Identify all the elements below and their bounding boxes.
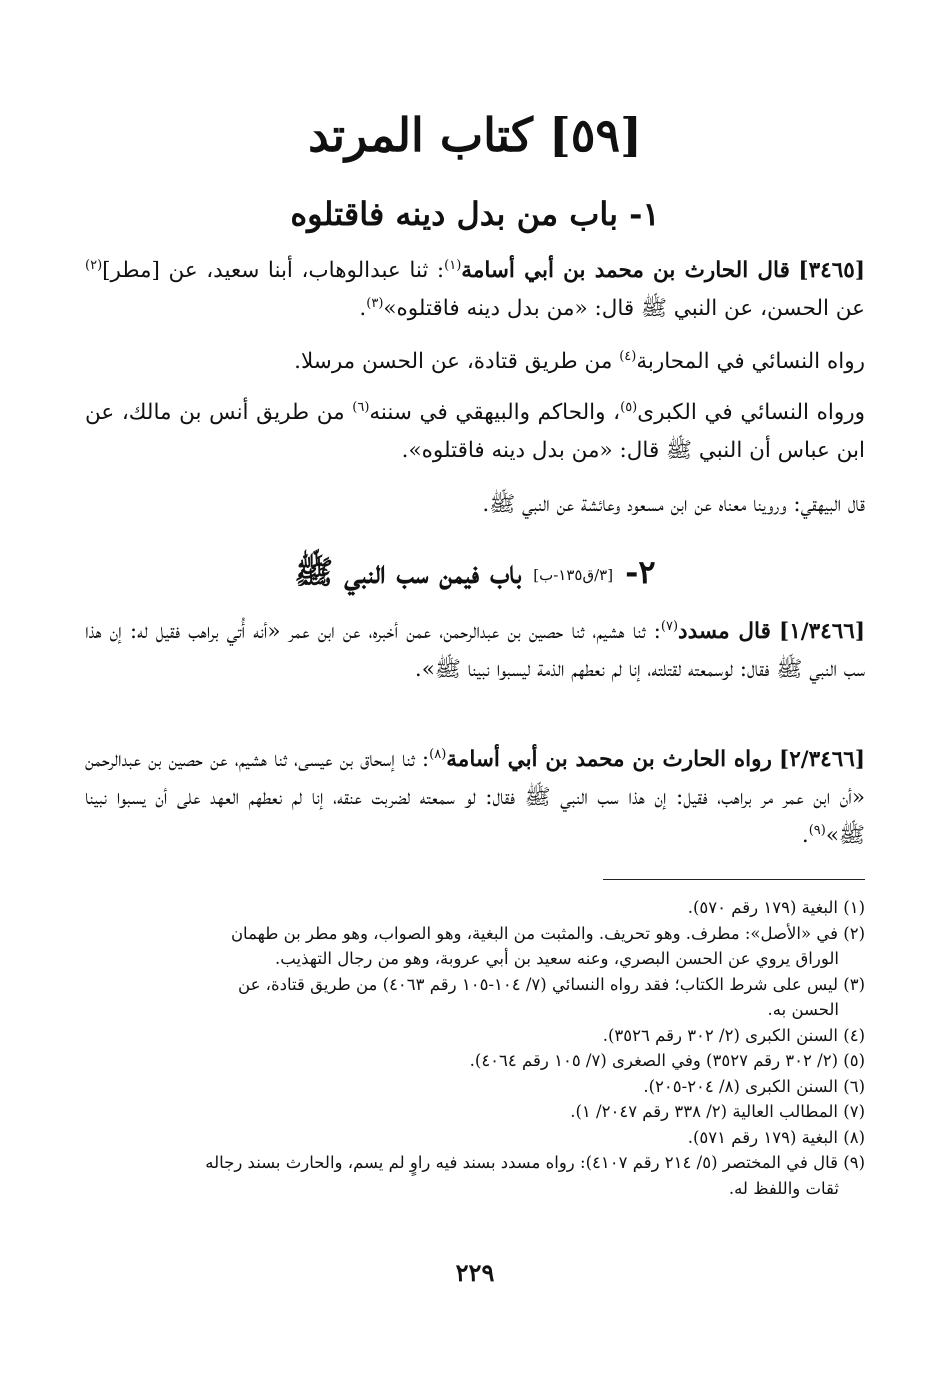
chapter-title-2: [85, 550, 865, 597]
footnote: [85, 895, 865, 921]
footnote-ref-8[interactable]: (٨): [429, 746, 447, 762]
footnote-ref-1[interactable]: (١): [444, 257, 462, 273]
footnote-text: البغية (١٧٩ رقم ٥٧١).: [687, 1127, 838, 1147]
page-number: ٢٢٩: [455, 1258, 495, 1287]
hadith-narrator: رواه الحارث بن محمد بن أبي أسامة: [446, 747, 772, 772]
footnote-ref-4[interactable]: (٤): [619, 348, 637, 364]
footnote-ref-2[interactable]: (٢): [85, 257, 103, 273]
chapter-text: باب فيمن سب النبي ﷺ: [294, 553, 522, 591]
hadith-narrator: قال مسدد: [678, 619, 771, 644]
footnote: [85, 1125, 865, 1151]
footnote-continuation: ثقات واللفظ له.: [728, 1178, 839, 1198]
footnote: [85, 1048, 865, 1074]
footnote-text: البغية (١٧٩ رقم ٥٧٠).: [687, 898, 838, 917]
chapter-title-1: ١- باب من بدل دينه فاقتلوه: [290, 195, 660, 233]
footnote-ref-6[interactable]: (٦): [352, 399, 370, 415]
book-title: [٥٩] كتاب المرتد: [308, 108, 642, 162]
footnote-continuation: الحسن به.: [767, 1000, 839, 1019]
footnote-separator: [603, 879, 865, 880]
footnote-number: (٤): [843, 1025, 865, 1045]
footnote: [85, 1150, 865, 1201]
footnote-text: (٢/ ٣٠٢ رقم ٣٥٢٧) وفي الصغرى (٧/ ١٠٥ رقم ٤٠٦٤).: [469, 1051, 838, 1070]
footnote-number: (٦): [843, 1076, 865, 1096]
footnote-ref-9[interactable]: (٩): [808, 822, 826, 838]
footnote-number: (٩): [843, 1153, 865, 1172]
paragraph-text: من طريق قتادة، عن الحسن مرسلا.: [294, 349, 620, 374]
footnote-number: (٧): [843, 1102, 865, 1121]
footnote-number: (٣): [843, 974, 865, 994]
hadith-text: : ثنا عبدالوهاب، أبنا سعيد، عن [مطر]: [102, 258, 445, 283]
footnote-text: قال في المختصر (٥/ ٢١٤ رقم ٤١٠٧): رواه مسدد بسند فيه راوٍ لم يسم، والحارث بسند رجاله: [205, 1153, 838, 1172]
footnote: [85, 1074, 865, 1100]
footnote-text: ليس على شرط الكتاب؛ فقد رواه النسائي (٧/ ١٠٤-١٠٥ رقم ٤٠٦٣) من طريق قتادة، عن: [238, 974, 838, 994]
footnote-text: في «الأصل»: مطرف. وهو تحريف. والمثبت من البغية، وهو الصواب، وهو مطر بن طهمان: [230, 923, 838, 943]
hadith-3466-2: [85, 741, 865, 855]
footnote-ref-5[interactable]: (٥): [620, 399, 638, 415]
footnote: [85, 972, 865, 1023]
footnote: [85, 1099, 865, 1125]
hadith-text: عن الحسن، عن النبي ﷺ قال: «من بدل دينه فاقتلوه»: [383, 296, 865, 321]
footnote: [85, 921, 865, 972]
paragraph-bayhaqi: قال البيهقي: وروينا معناه عن ابن مسعود وعائشة عن النبي ﷺ.: [482, 492, 865, 517]
hadith-text: .: [359, 296, 367, 321]
paragraph-text: من طريق أنس بن مالك، عن ابن عباس أن النبي ﷺ قال: «من بدل دينه فاقتلوه».: [85, 400, 865, 463]
footnote-text: المطالب العالية (٢/ ٣٣٨ رقم ٢٠٤٧/ ١).: [570, 1102, 838, 1121]
footnote-ref-7[interactable]: (٧): [660, 618, 679, 634]
footnote-number: (٥): [843, 1051, 865, 1070]
manuscript-page-ref: [٣/ق١٣٥-ب]: [533, 565, 614, 584]
footnotes: [85, 895, 865, 1201]
hadith-number: [٢/٣٤٦٦]: [779, 747, 865, 772]
footnote-number: (٨): [843, 1127, 865, 1147]
book-page: [85, 0, 865, 1381]
paragraph-nasai: [85, 343, 865, 381]
paragraph-text: ، والحاكم والبيهقي في سننه: [369, 400, 621, 425]
hadith-3465: [85, 252, 865, 328]
paragraph-text: ورواه النسائي في الكبرى: [637, 400, 865, 425]
hadith-3466-1: [85, 613, 865, 689]
hadith-number: [١/٣٤٦٦]: [779, 619, 866, 644]
footnote-number: (١): [843, 898, 865, 917]
hadith-text: : ثنا إسحاق بن عيسى، ثنا هشيم، عن حصين بن عبدالرحمن «أن ابن عمر مر براهب، فقيل: إن هذا سب النبي ﷺ فقال: لو سمعته لضربت عنقه، إنا لم نعطهم العهد على أن يسبوا نبينا ﷺ»: [85, 747, 865, 848]
hadith-number: [٣٤٦٥]: [798, 258, 865, 283]
footnote-text: السنن الكبرى (٢/ ٣٠٢ رقم ٣٥٢٦).: [602, 1025, 838, 1045]
footnote-number: (٢): [843, 923, 865, 943]
footnote-text: السنن الكبرى (٨/ ٢٠٤-٢٠٥).: [643, 1076, 838, 1096]
paragraph-kubra: [85, 394, 865, 470]
footnote: [85, 1023, 865, 1049]
hadith-text: : ثنا هشيم، ثنا حصين بن عبدالرحمن، عمن أخبره، عن ابن عمر «أنه أُتي براهب فقيل له: إن هذا سب النبي ﷺ فقال: لوسمعته لقتلته، إنا لم نعطهم الذمة ليسبوا نبينا ﷺ».: [85, 619, 865, 682]
paragraph-text: رواه النسائي في المحاربة: [636, 349, 865, 374]
hadith-text: .: [801, 823, 809, 848]
footnote-continuation: الوراق يروي عن الحسن البصري، وعنه سعيد بن أبي عروبة، وهو من رجال التهذيب.: [275, 949, 839, 968]
footnote-ref-3[interactable]: (٣): [366, 295, 384, 311]
chapter-number: ٢-: [625, 553, 656, 591]
hadith-narrator: قال الحارث بن محمد بن أبي أسامة: [461, 258, 790, 283]
